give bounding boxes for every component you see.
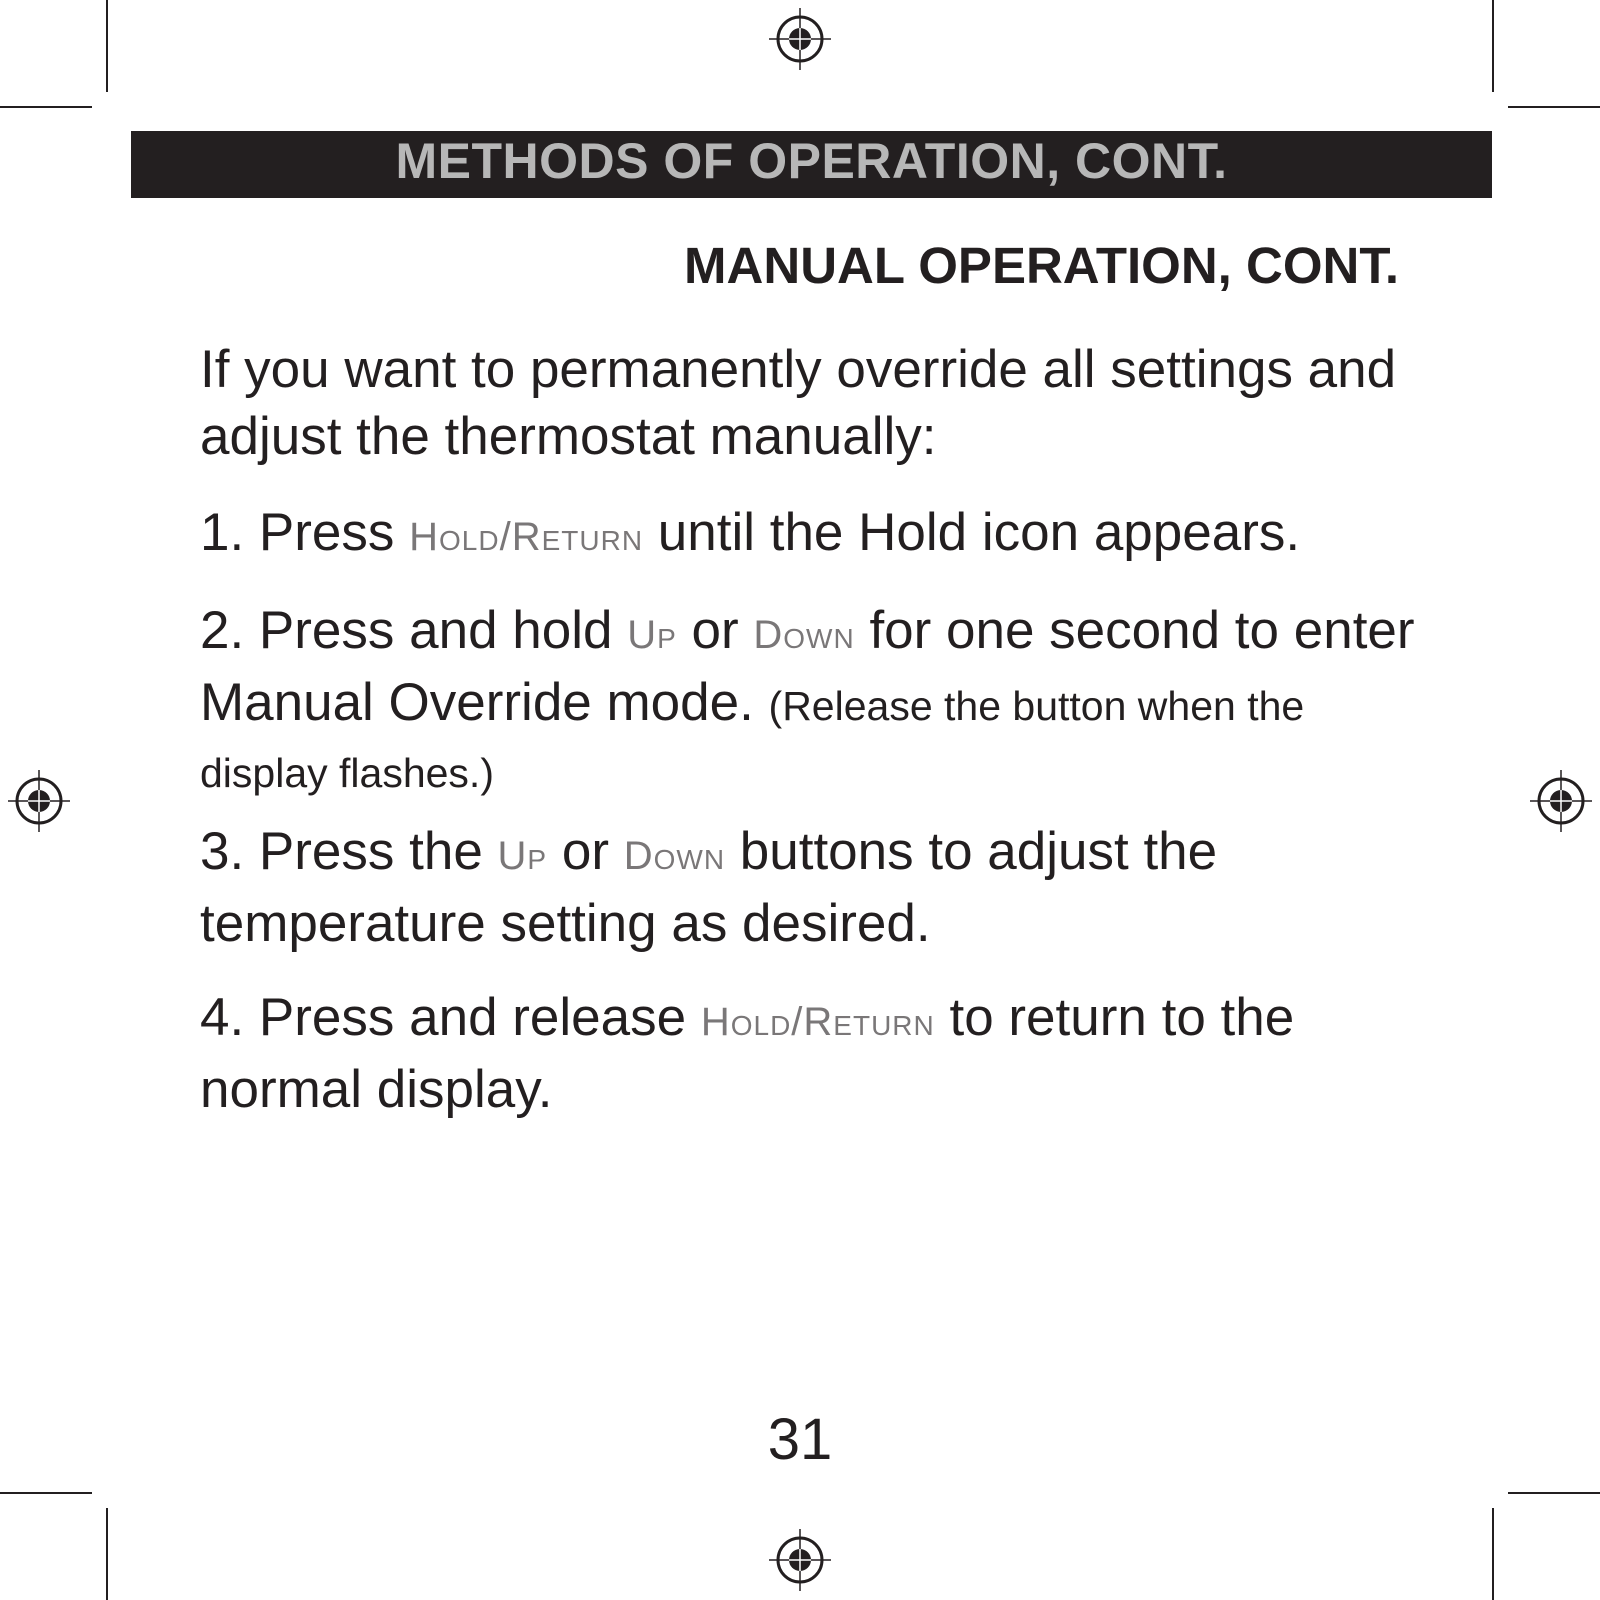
step-1-prefix: 1. Press [200,503,395,562]
step-2 [200,597,1440,803]
crop-mark-top-left-horizontal [0,106,92,108]
step-4 [200,984,1440,1123]
up-button-name: Up [627,613,677,657]
crop-mark-bottom-right-horizontal [1508,1492,1600,1494]
crop-mark-top-right-vertical [1492,0,1494,92]
registration-mark-icon [1530,770,1592,832]
step-3-suffix: buttons to adjust the temperature setting as desired. [200,822,1218,953]
down-button-name: Down [753,613,855,657]
crop-mark-top-right-horizontal [1508,106,1600,108]
step-2-suffix: for one second to enter Manual Override mode. [200,601,1415,732]
section-header-band [131,131,1492,198]
step-3 [200,818,1440,957]
section-title: MANUAL OPERATION, CONT. [684,237,1399,294]
step-3-middle: or [561,822,609,881]
step-4-prefix: 4. Press and release [200,988,687,1047]
step-1-suffix: until the Hold icon appears. [657,503,1301,562]
step-2-prefix: 2. Press and hold [200,601,613,660]
page-number: 31 [767,1407,833,1472]
step-2-middle: or [691,601,739,660]
hold-return-button-name: Hold/Return [700,1000,935,1044]
up-button-name: Up [497,834,548,878]
header-band-title: METHODS OF OPERATION, CONT. [395,133,1228,189]
registration-mark-icon [769,8,831,70]
step-4-suffix: to return to the normal display. [200,988,1295,1119]
registration-mark-icon [769,1529,831,1591]
intro-paragraph: If you want to permanently override all settings and adjust the thermostat manually: [200,340,1397,466]
crop-mark-top-left-vertical [106,0,108,92]
step-3-prefix: 3. Press the [200,822,483,881]
down-button-name: Down [623,834,726,878]
crop-mark-bottom-right-vertical [1492,1508,1494,1600]
hold-return-button-name: Hold/Return [409,515,644,559]
step-2-note: (Release the button when the display flashes.) [200,683,1305,796]
step-1 [200,499,1440,571]
registration-mark-icon [8,770,70,832]
crop-mark-bottom-left-horizontal [0,1492,92,1494]
crop-mark-bottom-left-vertical [106,1508,108,1600]
